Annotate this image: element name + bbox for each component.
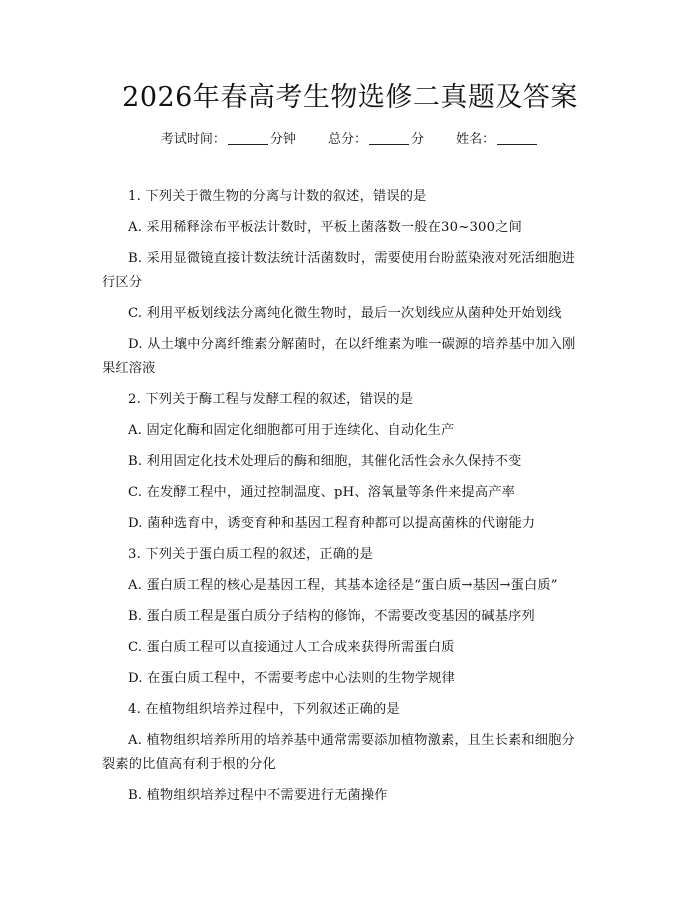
option-line-continued: 果红溶液 <box>102 361 156 376</box>
answer-option <box>128 450 610 474</box>
answer-option <box>102 729 610 777</box>
option-line: C. 蛋白质工程可以直接通过人工合成来获得所需蛋白质 <box>128 640 455 655</box>
name-blank <box>497 132 537 145</box>
question-stem: 1. 下列关于微生物的分离与计数的叙述，错误的是 <box>128 189 427 204</box>
option-line: C. 利用平板划线法分离纯化微生物时，最后一次划线应从菌种处开始划线 <box>128 306 562 321</box>
question-stem: 2. 下列关于酶工程与发酵工程的叙述，错误的是 <box>128 392 414 407</box>
answer-option <box>128 667 610 691</box>
exam-name <box>456 130 539 150</box>
option-line-continued: 裂素的比值高有利于根的分化 <box>102 757 277 772</box>
answer-option <box>128 216 610 240</box>
answer-option <box>102 247 610 295</box>
answer-option <box>128 636 610 660</box>
option-line: B. 采用显微镜直接计数法统计活菌数时，需要使用台盼蓝染液对死活细胞进 <box>128 251 576 266</box>
answer-option <box>128 574 610 598</box>
page-title: 2026年春高考生物选修二真题及答案 <box>122 82 578 113</box>
option-line: D. 菌种选育中，诱变育种和基因工程育种都可以提高菌株的代谢能力 <box>128 516 536 531</box>
option-line: B. 利用固定化技术处理后的酶和细胞，其催化活性会永久保持不变 <box>128 454 522 469</box>
score-label: 总分： <box>327 132 367 147</box>
option-line: C. 在发酵工程中，通过控制温度、pH、溶氧量等条件来提高产率 <box>128 485 516 500</box>
time-label: 考试时间： <box>160 132 226 147</box>
option-line: D. 在蛋白质工程中，不需要考虑中心法则的生物学规律 <box>128 671 455 686</box>
option-line: A. 固定化酶和固定化细胞都可用于连续化、自动化生产 <box>128 423 455 438</box>
answer-option <box>128 302 610 326</box>
answer-option <box>128 481 610 505</box>
answer-option <box>128 512 610 536</box>
score-blank <box>369 132 409 145</box>
time-blank <box>228 132 268 145</box>
exam-meta <box>0 130 700 150</box>
answer-option <box>128 605 610 629</box>
question-stem: 4. 在植物组织培养过程中，下列叙述正确的是 <box>128 702 400 717</box>
option-line-continued: 行区分 <box>102 275 143 290</box>
option-line: D. 从土壤中分离纤维素分解菌时，在以纤维素为唯一碳源的培养基中加入刚 <box>128 337 576 352</box>
question-list <box>102 185 610 815</box>
option-line: A. 蛋白质工程的核心是基因工程，其基本途径是“蛋白质→基因→蛋白质” <box>128 578 558 593</box>
option-line: A. 采用稀释涂布平板法计数时，平板上菌落数一般在30~300之间 <box>128 220 523 235</box>
score-unit: 分 <box>411 132 425 147</box>
time-unit: 分钟 <box>269 132 296 147</box>
answer-option <box>102 333 610 381</box>
answer-option <box>128 419 610 443</box>
option-line: B. 植物组织培养过程中不需要进行无菌操作 <box>128 788 388 803</box>
option-line: B. 蛋白质工程是蛋白质分子结构的修饰，不需要改变基因的碱基序列 <box>128 609 535 624</box>
name-label: 姓名： <box>456 132 496 147</box>
option-line: A. 植物组织培养所用的培养基中通常需要添加植物激素，且生长素和细胞分 <box>128 733 575 748</box>
answer-option <box>128 784 610 808</box>
question-stem: 3. 下列关于蛋白质工程的叙述，正确的是 <box>128 547 373 562</box>
exam-score <box>328 130 424 150</box>
exam-time <box>161 130 296 150</box>
